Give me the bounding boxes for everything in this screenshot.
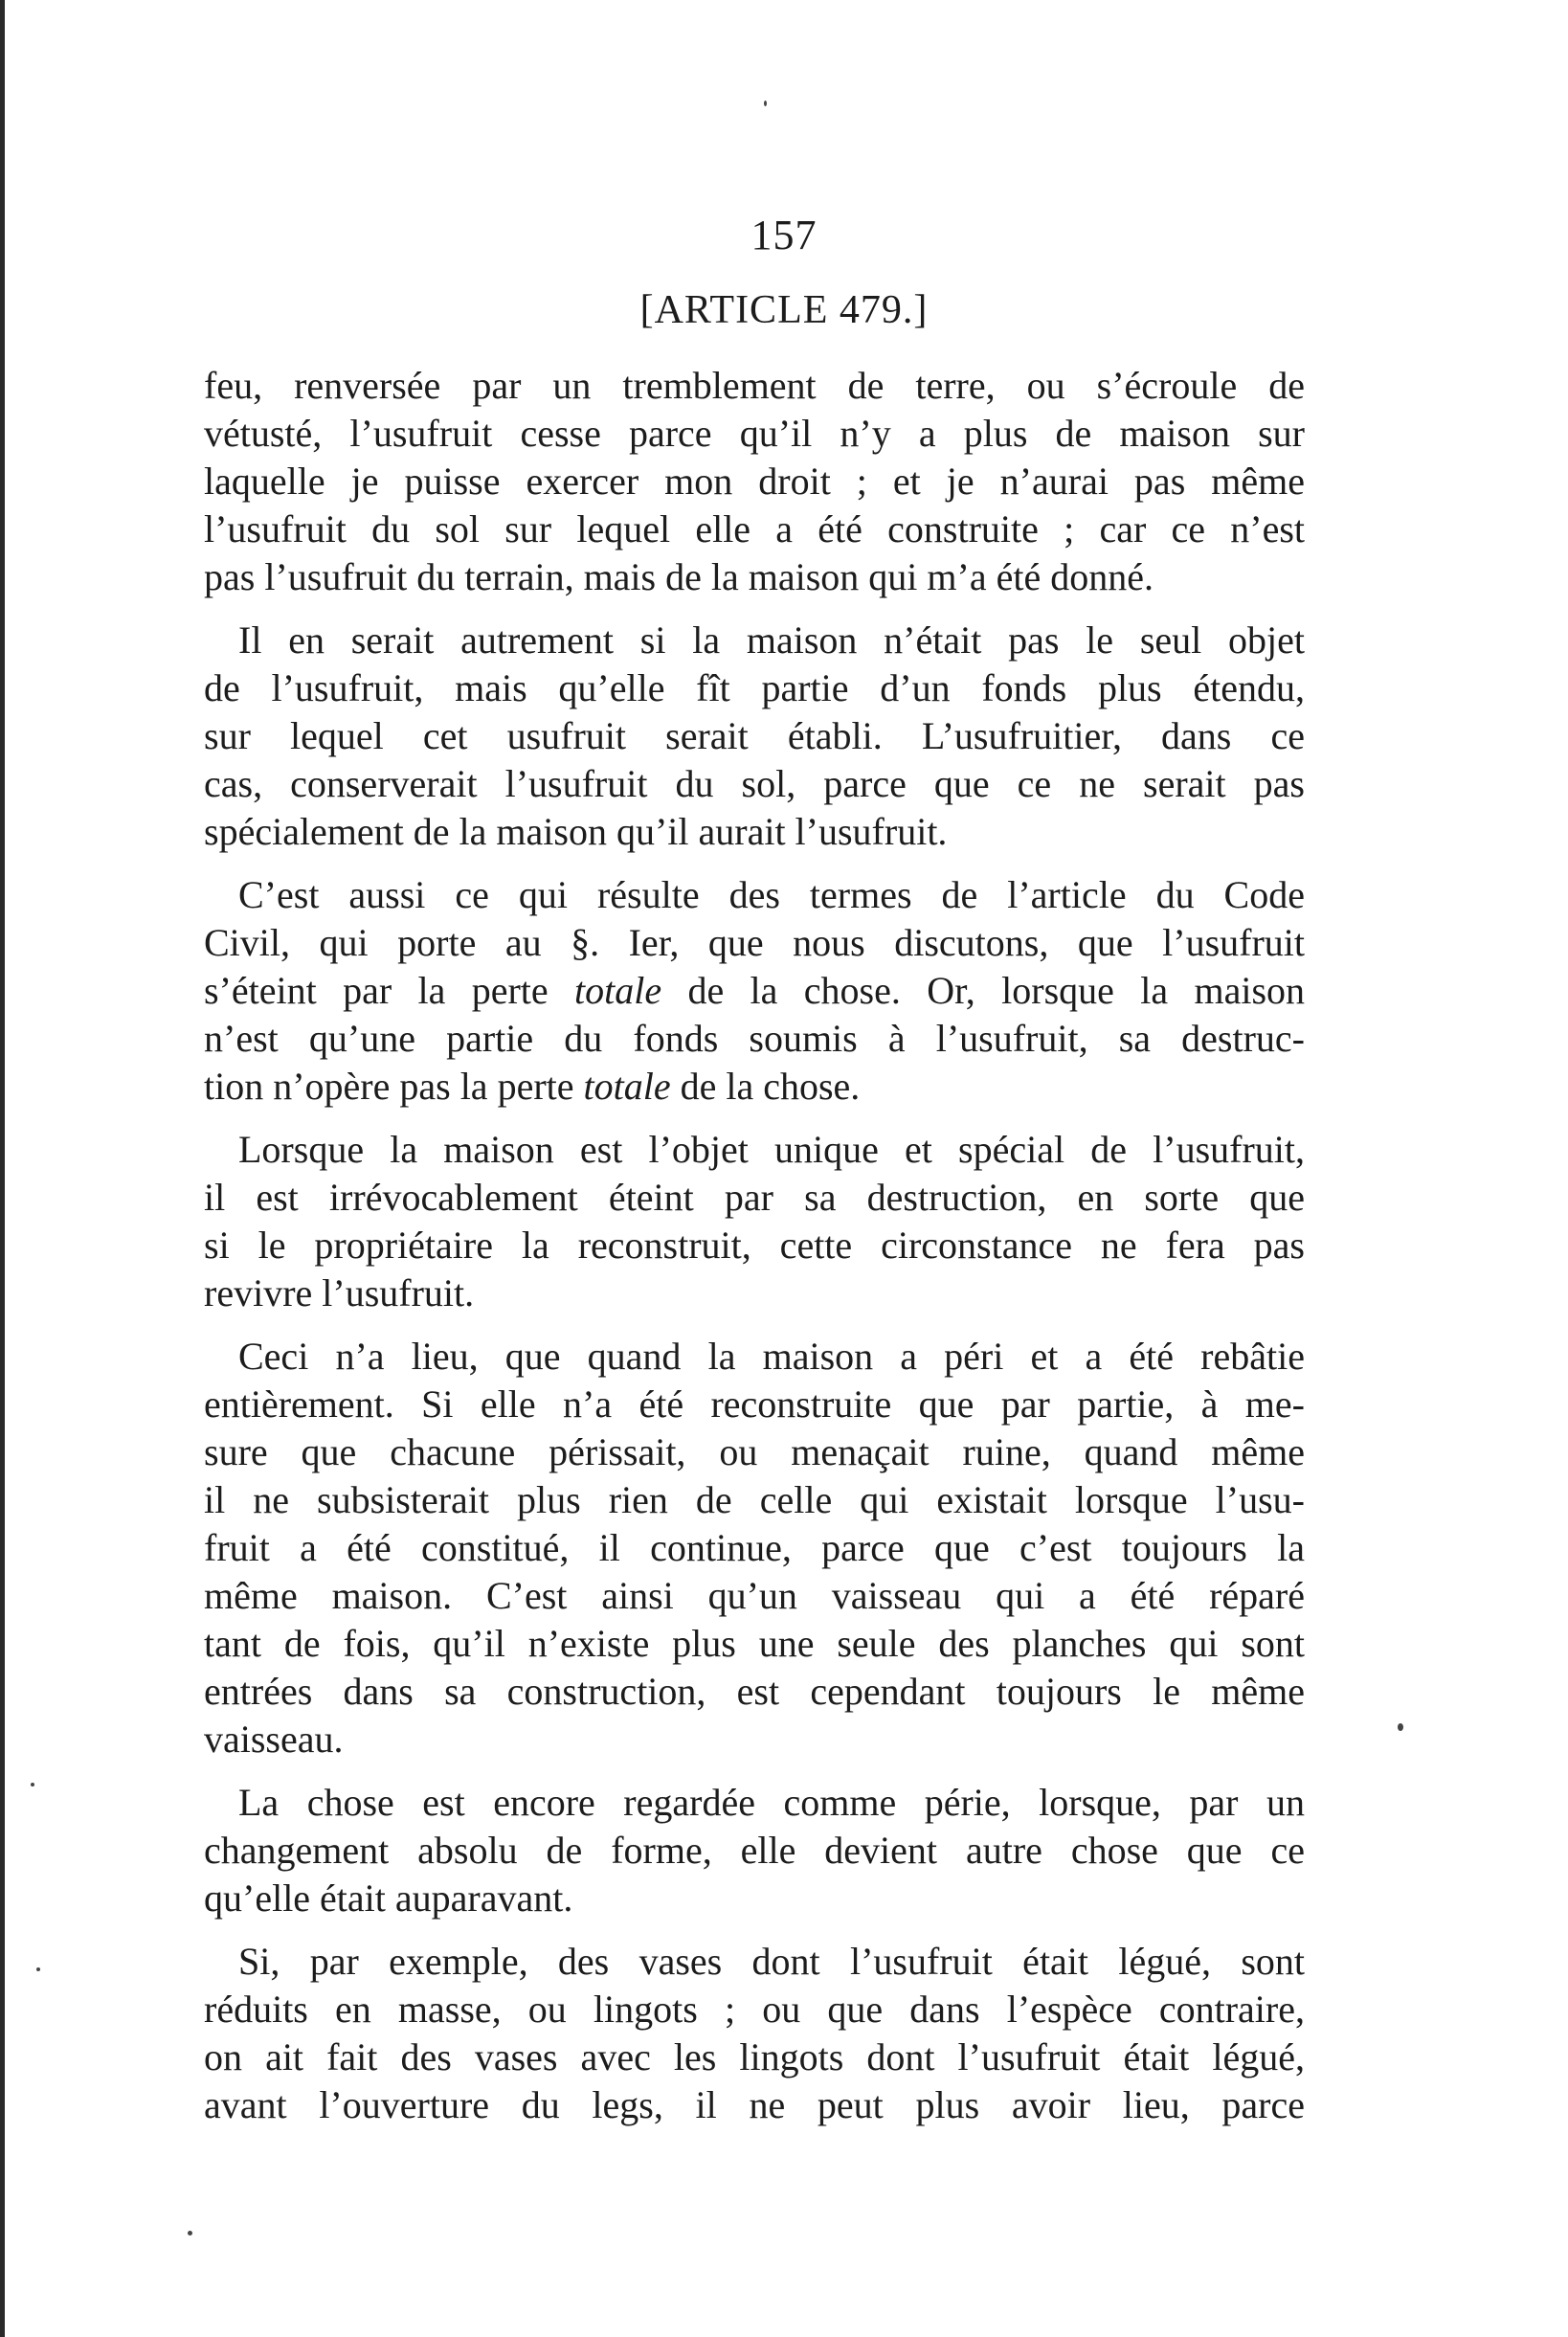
text-line: Lorsque la maison est l’objet unique et spécial de l’usufruit,: [238, 1128, 1305, 1171]
page-left-edge: [0, 0, 5, 2337]
scan-speck: [764, 101, 767, 106]
text-line: de l’usufruit, mais qu’elle fît partie d’un fonds plus étendu,: [204, 666, 1305, 709]
text-line: avant l’ouverture du legs, il ne peut plus avoir lieu, parce: [204, 2083, 1305, 2126]
text-line: Il en serait autrement si la maison n’était pas le seul objet: [238, 618, 1305, 662]
page-number: 157: [750, 212, 818, 258]
scan-speck: [36, 1967, 40, 1971]
paragraph: [204, 1938, 1305, 2129]
paragraph: [204, 1333, 1305, 1764]
paragraph: [204, 1126, 1305, 1317]
text-line: C’est aussi ce qui résulte des termes de l’article du Code: [238, 873, 1305, 916]
text-line: même maison. C’est ainsi qu’un vaisseau qui a été réparé: [204, 1574, 1305, 1617]
scan-speck: [188, 2231, 192, 2236]
text-line: fruit a été constitué, il continue, parce que c’est toujours la: [204, 1526, 1305, 1569]
text-line: laquelle je puisse exercer mon droit ; et je n’aurai pas même: [204, 460, 1305, 503]
emphasis: totale: [574, 969, 662, 1012]
text-line: réduits en masse, ou lingots ; ou que dans l’espèce contraire,: [204, 1988, 1305, 2031]
text-line: vétusté, l’usufruit cesse parce qu’il n’y a plus de maison sur: [204, 412, 1305, 455]
text-line: La chose est encore regardée comme périe, lorsque, par un: [238, 1781, 1305, 1824]
scan-speck: [31, 1783, 34, 1786]
text-line: si le propriétaire la reconstruit, cette circonstance ne fera pas: [204, 1224, 1305, 1267]
text-line: feu, renversée par un tremblement de terre, ou s’écroule de: [204, 364, 1305, 407]
text-line: il est irrévocablement éteint par sa destruction, en sorte que: [204, 1176, 1305, 1219]
text-line: on ait fait des vases avec les lingots dont l’usufruit était légué,: [204, 2035, 1305, 2079]
text-line: revivre l’usufruit.: [204, 1271, 475, 1315]
paragraph: [204, 871, 1305, 1111]
text-line: il ne subsisterait plus rien de celle qui existait lorsque l’usu-: [204, 1478, 1305, 1521]
text-line: qu’elle était auparavant.: [204, 1876, 573, 1920]
paragraph: [204, 362, 1305, 601]
article-heading: [ARTICLE 479.]: [639, 288, 929, 332]
paragraph: [204, 1779, 1305, 1922]
text-line: s’éteint par la perte totale de la chose. Or, lorsque la maison: [204, 969, 1306, 1012]
text-line: Civil, qui porte au §. Ier, que nous discutons, que l’usufruit: [204, 921, 1305, 964]
text-line: entièrement. Si elle n’a été reconstruite que par partie, à me-: [204, 1382, 1305, 1426]
text-line: cas, conserverait l’usufruit du sol, parce que ce ne serait pas: [204, 762, 1305, 805]
text-line: pas l’usufruit du terrain, mais de la maison qui m’a été donné.: [204, 555, 1154, 598]
text-line: l’usufruit du sol sur lequel elle a été construite ; car ce n’est: [204, 507, 1305, 551]
text-line: sure que chacune périssait, ou menaçait ruine, quand même: [204, 1430, 1305, 1473]
paragraph: [204, 617, 1305, 856]
text-line: tant de fois, qu’il n’existe plus une seule des planches qui sont: [204, 1622, 1305, 1665]
text-line: entrées dans sa construction, est cependant toujours le même: [204, 1670, 1305, 1713]
text-line: Ceci n’a lieu, que quand la maison a péri et a été rebâtie: [238, 1335, 1305, 1378]
emphasis: totale: [583, 1065, 671, 1108]
text-line: spécialement de la maison qu’il aurait l’usufruit.: [204, 810, 948, 853]
scan-speck: [1398, 1723, 1403, 1731]
text-line: changement absolu de forme, elle devient autre chose que ce: [204, 1829, 1305, 1872]
text-line: n’est qu’une partie du fonds soumis à l’usufruit, sa destruc-: [204, 1017, 1305, 1060]
text-line: sur lequel cet usufruit serait établi. L’usufruitier, dans ce: [204, 714, 1305, 757]
text-line: Si, par exemple, des vases dont l’usufruit était légué, sont: [238, 1940, 1305, 1983]
text-line: vaisseau.: [204, 1718, 344, 1761]
body-text: [204, 362, 1305, 2145]
text-line: tion n’opère pas la perte totale de la chose.: [204, 1065, 861, 1108]
